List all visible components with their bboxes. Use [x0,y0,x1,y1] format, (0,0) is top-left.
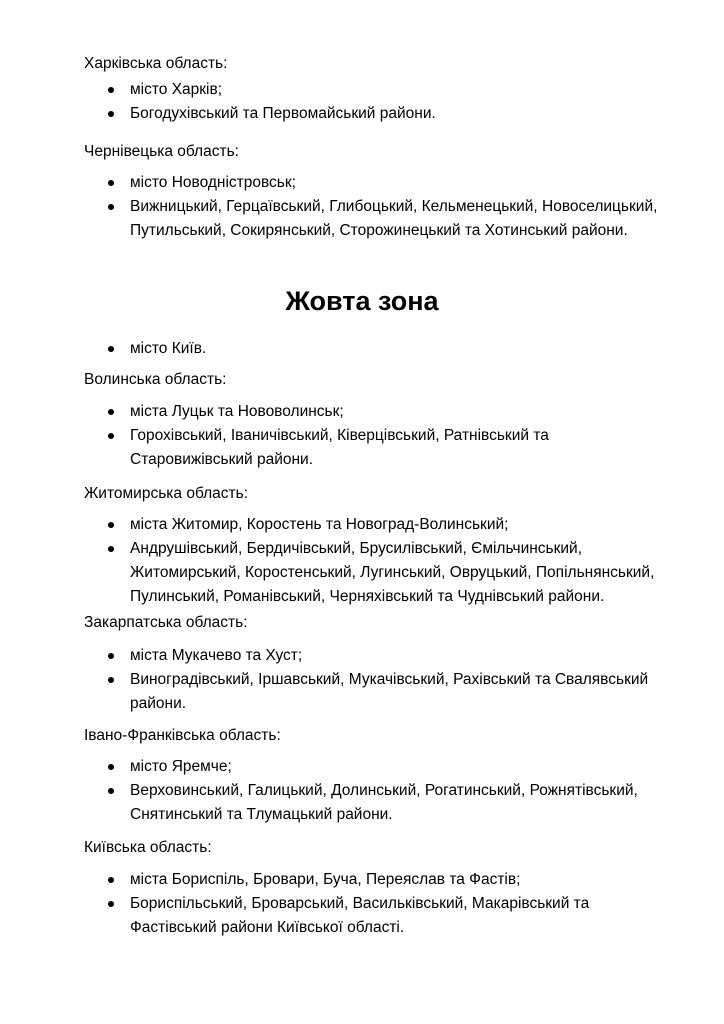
list-item: місто Харків; [108,78,678,102]
list-item: Андрушівський, Бердичівський, Брусилівський, Ємільчинський, Житомирський, Коростенський, Лугинський, Овруцький, Попільнянський, Пулинський, Романівський, Черняхівський та Чуднівський райони. [108,537,678,609]
bullet-icon [108,677,114,683]
region-label: Івано-Франківська область: [84,727,281,744]
bullet-icon [108,180,114,186]
list-item: міста Житомир, Коростень та Новоград-Волинський; [108,513,678,537]
list-item: міста Бориспіль, Бровари, Буча, Переяслав та Фастів; [108,868,678,892]
bullet-icon [108,877,114,883]
region-label: Житомирська область: [84,485,249,502]
bullet-icon [108,546,114,552]
list-item: місто Київ. [108,337,678,361]
bullet-icon [108,433,114,439]
bullet-icon [108,87,114,93]
list-item: місто Яремче; [108,755,678,779]
bullet-icon [108,764,114,770]
bullet-icon [108,409,114,415]
bullet-icon [108,111,114,117]
bullet-icon [108,346,114,352]
list-item: місто Новодністровськ; [108,171,678,195]
list-item: Богодухівський та Первомайський райони. [108,102,678,126]
region-label: Київська область: [84,839,212,856]
list-item: Вижницький, Герцаївський, Глибоцький, Кельменецький, Новоселицький, Путильський, Сокирянський, Сторожинецький та Хотинський райони. [108,195,678,243]
list-item: міста Мукачево та Хуст; [108,644,678,668]
bullet-icon [108,788,114,794]
list-item: міста Луцьк та Нововолинськ; [108,400,678,424]
region-label: Чернівецька область: [84,143,239,160]
section-heading: Жовта зона [285,286,439,316]
bullet-icon [108,901,114,907]
list-item: Бориспільський, Броварський, Васильківський, Макарівський та Фастівський райони Київської області. [108,892,678,940]
bullet-icon [108,653,114,659]
bullet-icon [108,204,114,210]
list-item: Верховинський, Галицький, Долинський, Рогатинський, Рожнятівський, Снятинський та Тлумацький райони. [108,779,678,827]
list-item: Горохівський, Іваничівський, Ківерцівський, Ратнівський та Старовижівський райони. [108,424,678,472]
region-label: Харківська область: [84,55,228,72]
region-label: Волинська область: [84,371,227,388]
list-item: Виноградівський, Іршавський, Мукачівський, Рахівський та Свалявський райони. [108,668,678,716]
bullet-icon [108,522,114,528]
region-label: Закарпатська область: [84,614,248,631]
